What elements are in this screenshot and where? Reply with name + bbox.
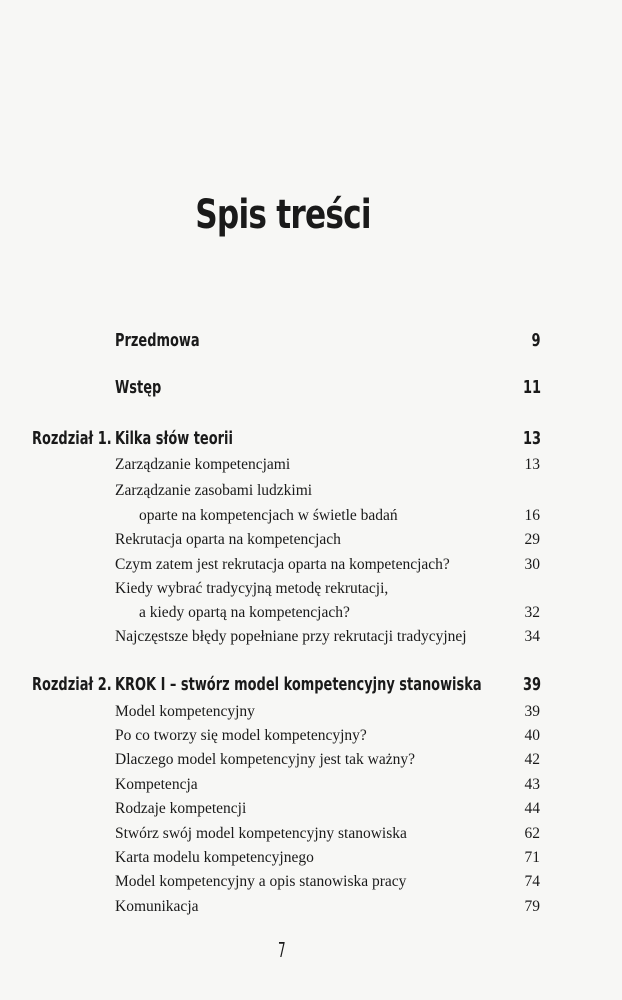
toc-entry-page: 39 <box>524 703 540 720</box>
page-title: Spis treści <box>195 192 371 238</box>
toc-entry: Rekrutacja oparta na kompetencjach <box>115 531 341 548</box>
toc-entry-page: 71 <box>524 849 540 866</box>
toc-heading-intro: Wstęp <box>115 377 162 398</box>
toc-entry-page: 74 <box>524 873 540 890</box>
toc-entry: Czym zatem jest rekrutacja oparta na kompetencjach? <box>115 556 450 573</box>
toc-entry-page: 30 <box>524 556 540 573</box>
chapter-1-title: Kilka słów teorii <box>115 428 233 449</box>
toc-entry: Komunikacja <box>115 898 199 915</box>
toc-entry: Karta modelu kompetencyjnego <box>115 849 314 866</box>
toc-entry: Najczęstsze błędy popełniane przy rekrutacji tradycyjnej <box>115 628 467 645</box>
toc-entry: Zarządzanie kompetencjami <box>115 456 291 473</box>
toc-entry: Model kompetencyjny <box>115 703 255 720</box>
toc-entry: Model kompetencyjny a opis stanowiska pracy <box>115 873 407 890</box>
toc-entry-page: 13 <box>524 456 540 473</box>
chapter-2-prefix: Rozdział 2. <box>32 674 112 695</box>
toc-page-intro: 11 <box>522 377 541 398</box>
toc-entry-page: 44 <box>524 800 540 817</box>
toc-entry-page: 79 <box>524 898 540 915</box>
chapter-2-page: 39 <box>522 674 541 695</box>
toc-entry: Rodzaje kompetencji <box>115 800 247 817</box>
toc-entry: Po co tworzy się model kompetencyjny? <box>115 727 367 744</box>
toc-entry-page: 29 <box>524 531 540 548</box>
toc-entry-page: 40 <box>524 727 540 744</box>
toc-entry: Stwórz swój model kompetencyjny stanowiska <box>115 825 407 842</box>
toc-page-preface: 9 <box>531 330 541 351</box>
toc-entry-page: 34 <box>524 628 540 645</box>
toc-entry-page: 32 <box>524 604 540 621</box>
toc-entry-page: 62 <box>524 825 540 842</box>
chapter-2-title: KROK I – stwórz model kompetencyjny stanowiska <box>115 674 482 695</box>
toc-entry-page: 42 <box>524 751 540 768</box>
toc-entry-continued: oparte na kompetencjach w świetle badań <box>139 507 398 524</box>
toc-entry: Zarządzanie zasobami ludzkimi <box>115 482 313 499</box>
chapter-1-prefix: Rozdział 1. <box>32 428 112 449</box>
toc-entry-page: 16 <box>524 507 540 524</box>
toc-entry: Kompetencja <box>115 776 198 793</box>
toc-entry: Dlaczego model kompetencyjny jest tak ważny? <box>115 751 415 768</box>
toc-heading-preface: Przedmowa <box>115 330 200 351</box>
page-number: 7 <box>278 938 286 962</box>
toc-entry-page: 43 <box>524 776 540 793</box>
toc-entry-continued: a kiedy opartą na kompetencjach? <box>139 604 350 621</box>
toc-entry: Kiedy wybrać tradycyjną metodę rekrutacji, <box>115 580 389 597</box>
chapter-1-page: 13 <box>522 428 541 449</box>
